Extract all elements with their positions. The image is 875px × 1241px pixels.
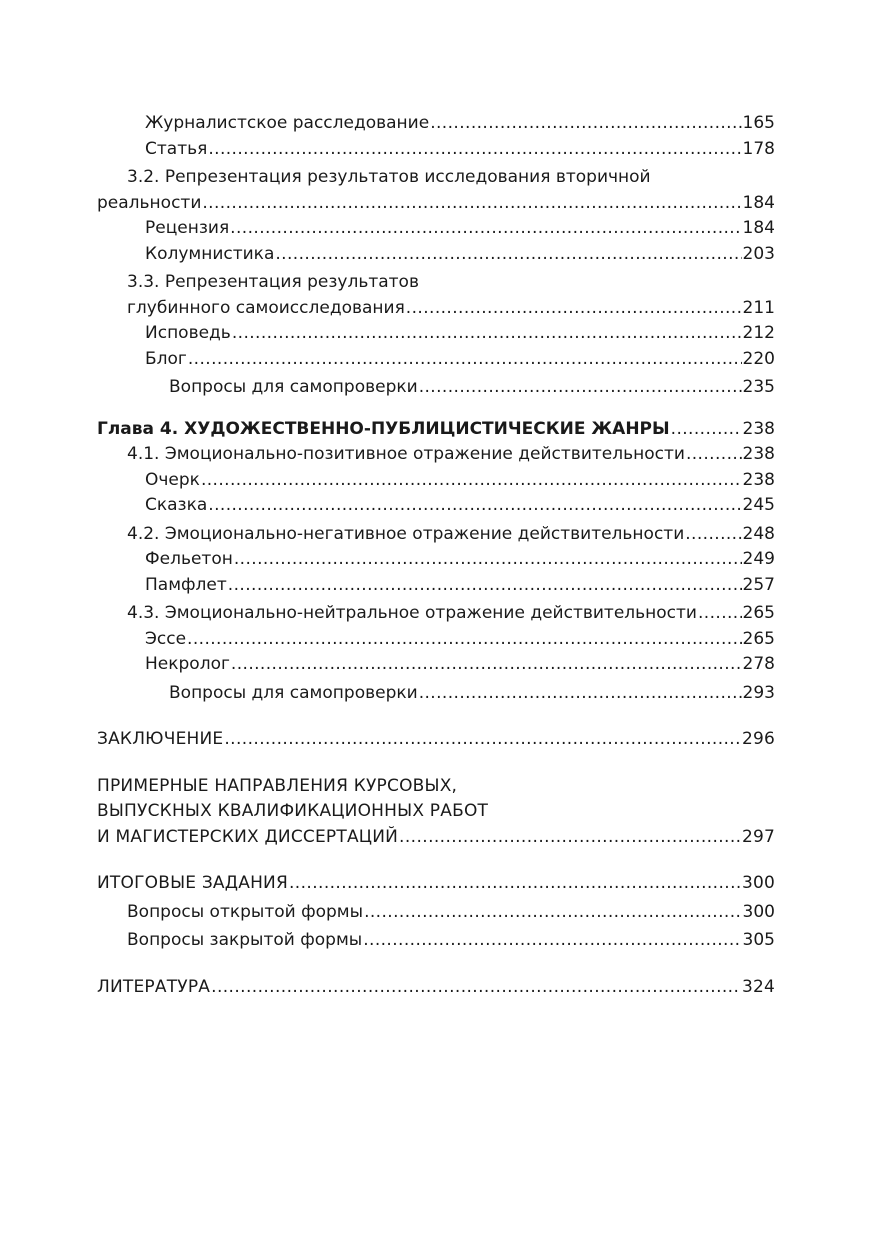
- toc-section-entry: [97, 871, 775, 897]
- toc-entry-title: Вопросы открытой формы: [127, 901, 364, 922]
- toc-entry: [97, 652, 775, 678]
- toc-entry-page: 220: [742, 348, 775, 369]
- toc-entry-page: 238: [742, 444, 775, 464]
- leader-dots: [363, 928, 741, 954]
- toc-entry-page: 178: [742, 138, 775, 159]
- toc-entry-title: Фельетон: [145, 549, 233, 569]
- toc-entry-title: Очерк: [145, 469, 200, 490]
- toc-chapter-entry: [97, 417, 775, 443]
- toc-section-entry: [97, 727, 775, 753]
- toc-section-entry: [97, 975, 775, 1001]
- toc-entry-page: 211: [742, 297, 775, 318]
- toc-entry-title: Эссе: [145, 628, 187, 649]
- toc-entry-page: 265: [742, 603, 775, 623]
- leader-dots: [232, 321, 742, 347]
- toc-entry-page: 293: [742, 682, 775, 703]
- toc-entry-page: 238: [742, 418, 775, 439]
- toc-entry-title: Глава 4. ХУДОЖЕСТВЕННО-ПУБЛИЦИСТИЧЕСКИЕ ЖАНРЫ: [97, 418, 670, 439]
- leader-dots: [208, 493, 741, 519]
- leader-dots: [230, 216, 741, 242]
- leader-dots: [430, 111, 741, 137]
- toc-entry: [97, 547, 775, 573]
- leader-dots: [685, 522, 741, 548]
- toc-entry-title: Статья: [145, 138, 208, 159]
- toc-entry: [97, 627, 775, 653]
- toc-entry-title: Вопросы для самопроверки: [169, 682, 418, 703]
- toc-entry-page: 248: [742, 523, 775, 544]
- toc-entry: [97, 242, 775, 268]
- toc-entry-page: 235: [742, 377, 775, 397]
- toc-entry-page: 257: [742, 574, 775, 595]
- toc-entry: [97, 296, 775, 322]
- toc-entry-title: 4.2. Эмоционально-негативное отражение действительности: [127, 523, 685, 544]
- leader-dots: [289, 871, 741, 897]
- leader-dots: [234, 547, 742, 573]
- toc-entry-page: 265: [742, 628, 775, 649]
- toc-entry: [97, 493, 775, 519]
- toc-entry: [97, 137, 775, 163]
- toc-entry-title: И МАГИСТЕРСКИХ ДИССЕРТАЦИЙ: [97, 826, 399, 847]
- toc-entry-title: Сказка: [145, 495, 208, 515]
- toc-entry-page: 238: [742, 469, 775, 490]
- toc-entry: [97, 321, 775, 347]
- toc-entry-heading-line: 3.3. Репрезентация результатов: [127, 272, 419, 292]
- toc-entry-title: ИТОГОВЫЕ ЗАДАНИЯ: [97, 873, 288, 893]
- leader-dots: [188, 347, 742, 373]
- toc-entry-title: 4.3. Эмоционально-нейтральное отражение действительности: [127, 603, 697, 623]
- toc-entry-title: глубинного самоисследования: [127, 297, 405, 318]
- toc-entry-title: реальности: [97, 192, 202, 213]
- leader-dots: [686, 442, 742, 468]
- leader-dots: [275, 242, 741, 268]
- leader-dots: [419, 375, 742, 401]
- toc-entry-page: 184: [742, 218, 775, 238]
- toc-entry-title: Журналистское расследование: [145, 113, 430, 133]
- toc-entry-page: 296: [741, 729, 775, 749]
- toc-entry-title: Блог: [145, 348, 187, 369]
- toc-entry: [97, 573, 775, 599]
- leader-dots: [671, 417, 742, 443]
- toc-entry: [97, 111, 775, 137]
- toc-entry: [97, 191, 775, 217]
- leader-dots: [231, 652, 742, 678]
- toc-entry-title: Колумнистика: [145, 243, 275, 264]
- toc-entry: [97, 347, 775, 373]
- toc-section-entry: [97, 825, 775, 851]
- toc-entry-title: ЛИТЕРАТУРА: [97, 976, 211, 997]
- toc-entry: [97, 928, 775, 954]
- toc-entry-heading-line: 3.2. Репрезентация результатов исследования вторичной: [127, 167, 651, 187]
- table-of-contents: [97, 111, 775, 1000]
- toc-entry-page: 203: [742, 243, 775, 264]
- toc-entry: [97, 900, 775, 926]
- toc-entry-page: 297: [741, 826, 775, 847]
- toc-entry-title: ЗАКЛЮЧЕНИЕ: [97, 729, 224, 749]
- leader-dots: [364, 900, 741, 926]
- toc-entry-heading-line: ВЫПУСКНЫХ КВАЛИФИКАЦИОННЫХ РАБОТ: [97, 801, 489, 821]
- toc-entry: [97, 442, 775, 468]
- toc-entry-page: 212: [742, 323, 775, 343]
- toc-entry-page: 184: [742, 192, 775, 213]
- toc-entry-page: 249: [742, 549, 775, 569]
- leader-dots: [211, 975, 741, 1001]
- toc-entry: [97, 522, 775, 548]
- leader-dots: [399, 825, 741, 851]
- toc-entry-page: 300: [742, 901, 775, 922]
- toc-entry-page: 324: [741, 976, 775, 997]
- toc-entry-heading-line: ПРИМЕРНЫЕ НАПРАВЛЕНИЯ КУРСОВЫХ,: [97, 775, 458, 796]
- leader-dots: [224, 727, 741, 753]
- toc-entry: [97, 601, 775, 627]
- toc-entry-page: 245: [742, 495, 775, 515]
- toc-entry-title: Памфлет: [145, 574, 227, 595]
- toc-entry: [97, 681, 775, 707]
- leader-dots: [228, 573, 742, 599]
- toc-entry-title: Рецензия: [145, 218, 230, 238]
- toc-entry-page: 278: [742, 654, 775, 674]
- toc-entry-title: Вопросы для самопроверки: [169, 377, 418, 397]
- toc-entry-title: Вопросы закрытой формы: [127, 930, 363, 950]
- toc-entry-title: Некролог: [145, 654, 230, 674]
- toc-entry-page: 300: [741, 873, 775, 893]
- toc-entry-page: 305: [742, 930, 775, 950]
- toc-entry: [97, 216, 775, 242]
- toc-entry-page: 165: [742, 113, 775, 133]
- toc-entry-title: 4.1. Эмоционально-позитивное отражение действительности: [127, 444, 685, 464]
- toc-entry: [97, 375, 775, 401]
- leader-dots: [187, 627, 742, 653]
- leader-dots: [208, 137, 741, 163]
- toc-entry: [97, 468, 775, 494]
- leader-dots: [202, 191, 741, 217]
- leader-dots: [201, 468, 742, 494]
- leader-dots: [406, 296, 742, 322]
- leader-dots: [698, 601, 742, 627]
- toc-entry-title: Исповедь: [145, 323, 231, 343]
- leader-dots: [419, 681, 742, 707]
